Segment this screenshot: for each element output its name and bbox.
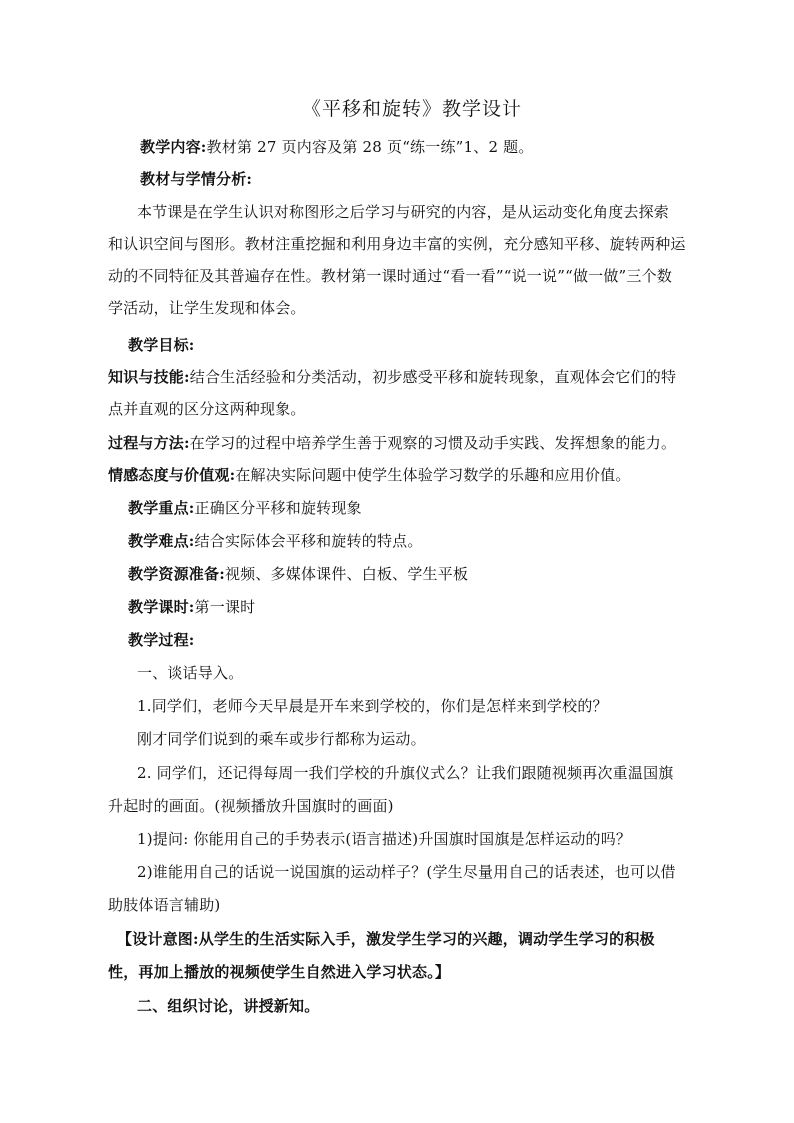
analysis-line-2: 和认识空间与图形。教材注重挖掘和利用身边丰富的实例，充分感知平移、旋转两种运 [108, 235, 686, 253]
knowledge-line-2: 点并直观的区分这两种现象。 [108, 400, 306, 418]
emotion-text: 在解决实际问题中使学生体验学习数学的乐趣和应用价值。 [235, 466, 631, 484]
question-2-line-1: 2)谁能用自己的话说一说国旗的运动样子？(学生尽量用自己的话表述，也可以借 [137, 863, 676, 881]
difficulty-text: 结合实际体会平移和旋转的特点。 [194, 532, 423, 550]
design-intent-line-1: 【设计意图:从学生的生活实际入手，激发学生学习的兴趣，调动学生学习的积极 [117, 930, 655, 948]
period-label: 教学课时: [128, 598, 195, 616]
resources-text: 视频、多媒体课件、白板、学生平板 [224, 565, 469, 583]
resources-label: 教学资源准备: [128, 565, 225, 583]
teaching-content-line [140, 136, 534, 158]
question-1: 1)提问: 你能用自己的手势表示(语言描述)升国旗时国旗是怎样运动的吗？ [137, 830, 632, 848]
period-text: 第一课时 [194, 598, 256, 616]
procedure-paragraph-3-line-2: 升起时的画面。(视频播放升国旗时的画面) [108, 797, 394, 815]
process-line [108, 432, 676, 454]
procedure-paragraph-1: 1.同学们，老师今天早晨是开车来到学校的，你们是怎样来到学校的？ [137, 697, 608, 715]
section-1-heading: 一、谈话导入。 [137, 664, 244, 682]
teaching-content-text: 教材第 27 页内容及第 28 页“练一练”1、2 题。 [206, 138, 534, 156]
key-point-text: 正确区分平移和旋转现象 [194, 499, 362, 517]
knowledge-line-1 [108, 366, 676, 388]
analysis-line-4: 学活动，让学生发现和体会。 [108, 299, 306, 317]
knowledge-label: 知识与技能: [108, 368, 190, 386]
difficulty-line [128, 530, 423, 552]
process-text: 在学习的过程中培养学生善于观察的习惯及动手实践、发挥想象的能力。 [189, 434, 677, 452]
procedure-paragraph-3-line-1: 2. 同学们，还记得每周一我们学校的升旗仪式么？让我们跟随视频再次重温国旗 [137, 764, 674, 782]
analysis-heading: 教材与学情分析: [140, 170, 253, 188]
key-point-label: 教学重点: [128, 499, 195, 517]
emotion-line [108, 464, 631, 486]
design-intent-line-2: 性，再加上播放的视频使学生自然进入学习状态。】 [108, 963, 451, 981]
knowledge-text: 结合生活经验和分类活动，初步感受平移和旋转现象，直观体会它们的特 [189, 368, 677, 386]
procedure-heading: 教学过程: [128, 631, 195, 649]
key-point-line [128, 497, 362, 519]
document-title: 《平移和旋转》教学设计 [301, 98, 522, 120]
section-2-heading: 二、组织讨论，讲授新知。 [137, 997, 320, 1015]
period-line [128, 596, 255, 618]
analysis-line-1: 本节课是在学生认识对称图形之后学习与研究的内容，是从运动变化角度去探索 [137, 203, 670, 221]
emotion-label: 情感态度与价值观: [108, 466, 236, 484]
process-label: 过程与方法: [108, 434, 190, 452]
goals-heading: 教学目标: [128, 336, 195, 354]
procedure-paragraph-2: 刚才同学们说到的乘车或步行都称为运动。 [137, 730, 426, 748]
resources-line [128, 563, 468, 585]
teaching-content-label: 教学内容: [140, 138, 207, 156]
question-2-line-2: 助肢体语言辅助) [108, 896, 221, 914]
difficulty-label: 教学难点: [128, 532, 195, 550]
analysis-line-3: 动的不同特征及其普遍存在性。教材第一课时通过“看一看”“说一说”“做一做”三个数 [108, 267, 673, 285]
